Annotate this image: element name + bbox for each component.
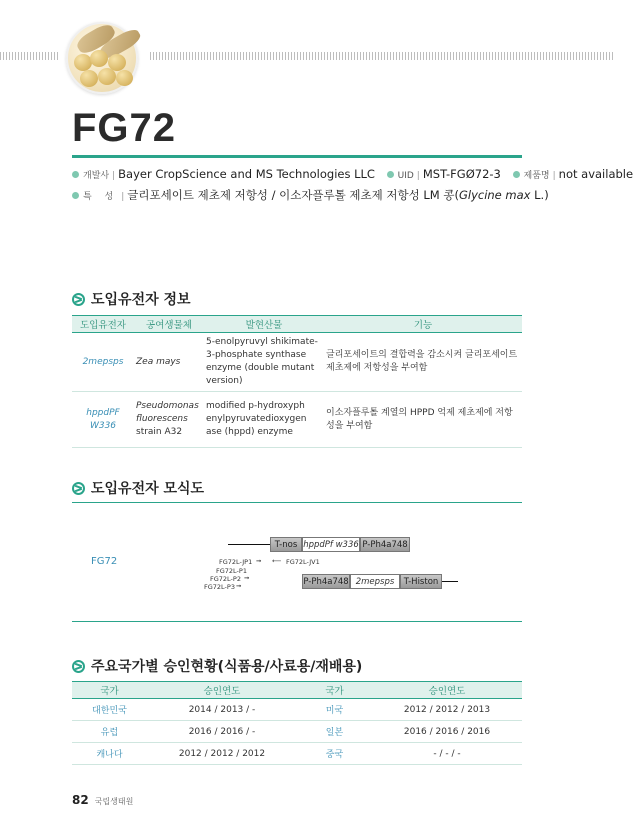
bullet-icon: [513, 171, 520, 178]
soybean-logo-image: [66, 22, 138, 94]
country-cell: 일본: [297, 721, 372, 743]
header-year: 승인연도: [372, 682, 522, 699]
header-country: 국가: [297, 682, 372, 699]
dna-icon: [72, 660, 85, 673]
dna-icon: [72, 482, 85, 495]
approval-table: [72, 681, 522, 765]
p-ph4a748-box-lower: P-Ph4a748: [302, 574, 350, 589]
product-cell: modified p-hydroxyph enylpyruvatedioxygen ase (hppd) enzyme: [204, 392, 324, 448]
page-footer: [72, 793, 133, 807]
country-cell: 미국: [297, 699, 372, 721]
table-header-row: [72, 682, 522, 699]
uid-value: MST-FGØ72-3: [422, 167, 501, 181]
year-cell: 2016 / 2016 / 2016: [372, 721, 522, 743]
country-cell: 캐나다: [72, 743, 147, 765]
country-cell: 대한민국: [72, 699, 147, 721]
donor-strain: strain A32: [136, 427, 183, 437]
product-label: 제품명: [523, 171, 550, 181]
trait-species: Glycine max: [458, 188, 531, 202]
bullet-icon: [387, 171, 394, 178]
year-cell: - / - / -: [372, 743, 522, 765]
year-cell: 2016 / 2016 / -: [147, 721, 297, 743]
country-cell: 유럽: [72, 721, 147, 743]
trait-suffix: L.): [530, 188, 549, 202]
t-nos-box: T-nos: [270, 537, 302, 552]
arrow-left-icon: ⟵: [272, 557, 282, 565]
arrow-right-icon: ➞: [236, 582, 242, 590]
gene-section-title: 도입유전자 정보: [72, 289, 191, 309]
lower-dna-line: [442, 581, 458, 582]
diagram-top-rule: [72, 502, 522, 503]
primer-label-left: FG72L-JP1: [219, 558, 253, 566]
primer-label-left: FG72L-P3: [204, 583, 235, 591]
dna-icon: [72, 293, 85, 306]
arrow-right-icon: ➞: [244, 574, 250, 582]
page-number: 82: [72, 793, 89, 807]
developer-label: 개발사: [83, 171, 110, 181]
header-function: 기능: [324, 316, 522, 333]
table-header-row: [72, 316, 522, 333]
header-year: 승인연도: [147, 682, 297, 699]
gene-cell: 2mepsps: [72, 333, 134, 392]
gene-cell: hppdPF W336: [72, 392, 134, 448]
header-donor: 공여생물체: [134, 316, 204, 333]
header-gene: 도입유전자: [72, 316, 134, 333]
uid-label: UID: [397, 171, 414, 181]
t-histon-box: T-Histon: [400, 574, 442, 589]
year-cell: 2014 / 2013 / -: [147, 699, 297, 721]
bullet-icon: [72, 171, 79, 178]
trait-prefix: 글리포세이트 제초제 저항성 / 이소자플루톨 제초제 저항성 LM 콩(: [127, 188, 459, 202]
diagram-bottom-rule: [72, 621, 522, 622]
table-row: [72, 743, 522, 765]
diagram-label: FG72: [91, 556, 118, 567]
product-cell: 5-enolpyruvyl shikimate-3-phosphate synthase enzyme (double mutant version): [204, 333, 324, 392]
table-row: [72, 721, 522, 743]
upper-dna-line: [228, 544, 270, 545]
diagram-section-title: 도입유전자 모식도: [72, 478, 204, 498]
donor-cell: Zea mays: [134, 333, 204, 392]
primer-label-right: FG72L-JV1: [286, 558, 320, 566]
info-line-1: 개발사 | Bayer CropScience and MS Technologies LLC UID | MST-FGØ72-3 제품명 | not available: [72, 167, 641, 181]
publisher-name: 국립생태원: [94, 797, 134, 806]
table-row: [72, 333, 522, 392]
title-underline: [72, 155, 522, 158]
header-country: 국가: [72, 682, 147, 699]
hppdpf-box: hppdPf w336: [302, 537, 360, 552]
function-cell: 글리포세이트의 결합력을 감소시켜 글리포세이트 제초제에 저항성을 부여함: [324, 333, 522, 392]
2mepsps-box: 2mepsps: [350, 574, 400, 589]
bullet-icon: [72, 192, 79, 199]
year-cell: 2012 / 2012 / 2012: [147, 743, 297, 765]
product-value: not available: [558, 167, 634, 181]
info-line-2: 특 성 | 글리포세이트 제초제 저항성 / 이소자플루톨 제초제 저항성 LM 콩(Glycine max L.): [72, 187, 549, 203]
country-cell: 중국: [297, 743, 372, 765]
arrow-right-icon: ➞: [256, 557, 262, 565]
table-row: [72, 392, 522, 448]
primer-label-left: FG72L-P2: [210, 575, 241, 583]
p-ph4a748-box-upper: P-Ph4a748: [360, 537, 410, 552]
header-product: 발현산물: [204, 316, 324, 333]
developer-value: Bayer CropScience and MS Technologies LLC: [118, 167, 375, 181]
function-cell: 이소자플루톨 계열의 HPPD 억제 제초제에 저항성을 부여함: [324, 392, 522, 448]
approval-section-title: 주요국가별 승인현황(식품용/사료용/재배용): [72, 656, 362, 676]
donor-cell: Pseudomonas fluorescens strain A32: [134, 392, 204, 448]
trait-label: 특 성: [83, 192, 119, 202]
year-cell: 2012 / 2012 / 2013: [372, 699, 522, 721]
primer-label-left: FG72L-P1: [216, 567, 247, 575]
table-row: [72, 699, 522, 721]
gene-info-table: [72, 315, 522, 448]
page-title: FG72: [72, 106, 177, 150]
